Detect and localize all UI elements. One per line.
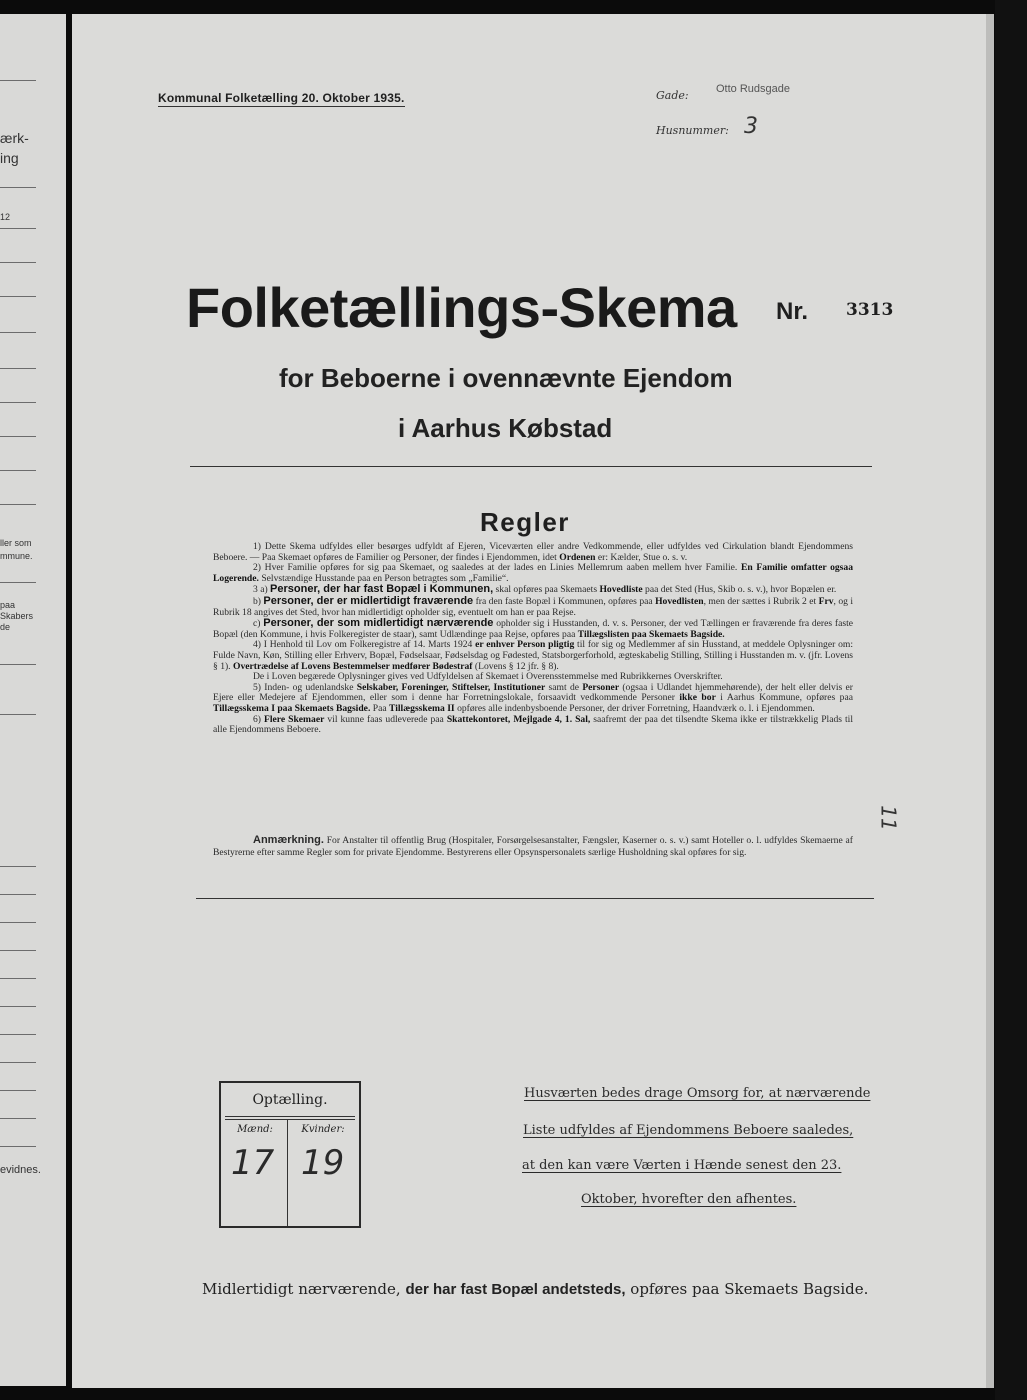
divider	[0, 1146, 36, 1147]
adjacent-page-strip	[0, 14, 66, 1386]
gade-label: Gade:	[656, 89, 689, 102]
divider	[0, 894, 36, 895]
rule-4: 4) I Henhold til Lov om Folkeregistre af 14. Marts 1924 er enhver Person pligtig til for sig og Medlemmer af sin Husstand, at meddele Oplysninger om: Fulde Navn, Køn, Stilling eller Erhverv, Bopæl, Fødselsaar, Fødselsdag og Fødested, Statsborgerforhold, ægteskabelig Stilling, Stilling i Husstanden m. v. (jfr. Lovens § 1). Overtrædelse af Lovens Bestemmelser medfører Bødestraf (Lovens § 12 jfr. § 8).	[213, 639, 853, 672]
margin-fragment: ller som	[0, 538, 32, 548]
divider	[196, 898, 874, 899]
rules-heading: Regler	[480, 507, 570, 537]
margin-fragment: mmune.	[0, 551, 33, 561]
divider	[190, 466, 872, 467]
divider	[0, 582, 36, 583]
divider	[0, 436, 36, 437]
divider	[0, 1062, 36, 1063]
divider	[0, 866, 36, 867]
rule-3b: b) Personer, der er midlertidigt fraværende fra den faste Bopæl i Kommunen, opføres paa Hovedlisten, men der sættes i Rubrik 2 et Frv, og i Rubrik 18 angives det Sted, hvor han midlertidigt opholder sig, eventuelt om han er paa Rejse.	[213, 594, 853, 618]
rule-2: 2) Hver Familie opføres for sig paa Skemaet, og saaledes at der lades en Linies Mellemrum aaben mellem hver Familie. En Familie omfatter ogsaa Logerende. Selvstændige Husstande paa en Person betragtes som „Familie“.	[213, 562, 853, 584]
margin-fragment: 12	[0, 212, 11, 222]
rule-6: 6) Flere Skemaer vil kunne faas udleverede paa Skattekontoret, Mejlgade 4, 1. Sal, saafremt der paa det tilsendte Skema ikke er tilstrækkelig Plads til alle Ejendommens Beboere.	[213, 713, 853, 736]
rule-3a: 3 a) Personer, der har fast Bopæl i Kommunen, skal opføres paa Skemaets Hovedliste paa det Sted (Hus, Skib o. s. v.), hvor Bopælen er.	[253, 583, 837, 596]
divider	[0, 296, 36, 297]
women-label: Kvinder:	[301, 1124, 345, 1135]
margin-fragment: paa	[0, 600, 16, 610]
margin-fragment: Skabers	[0, 611, 34, 621]
divider	[0, 1006, 36, 1007]
form-title: Folketællings-Skema	[186, 276, 737, 339]
remark-label: Anmærkning.	[253, 834, 324, 846]
divider	[0, 978, 36, 979]
count-title: Optælling.	[252, 1092, 328, 1108]
divider	[0, 187, 36, 188]
margin-fragment: evidnes.	[0, 1164, 41, 1176]
footer-note: Midlertidigt nærværende, der har fast Bopæl andetsteds, opføres paa Skemaets Bagside.	[202, 1280, 869, 1298]
rule-5: 5) Inden- og udenlandske Selskaber, Foreninger, Stiftelser, Institutioner samt de Personer (ogsaa i Udlandet hjemmehørende), der helt eller delvis er Ejere eller Medejere af Ejendommen, eller som i denne har Forretningslokale, forsaavidt vedkommende Personer ikke bor i Aarhus Kommune, opføres paa Tillægsskema I paa Skemaets Bagside. Paa Tillægsskema II opføres alle indenbysboende Personer, der driver Forretning, Haandværk o. l. i Ejendommen.	[213, 681, 853, 714]
divider	[0, 922, 36, 923]
husnummer-value: 3	[744, 114, 758, 139]
divider	[0, 1090, 36, 1091]
women-count: 19	[301, 1143, 345, 1183]
margin-fragment: ing	[0, 150, 19, 166]
margin-note: 11	[876, 805, 901, 831]
rule-4-note: De i Loven begærede Oplysninger gives ved Udfyldelsen af Skemaet i Overensstemmelse med Rubrikkernes Overskrifter.	[253, 671, 723, 683]
notice-line: Oktober, hvorefter den afhentes.	[581, 1192, 797, 1207]
divider	[0, 402, 36, 403]
rule-1: 1) Dette Skema udfyldes eller besørges udfyldt af Ejeren, Viceværten eller andre Vedkommende, eller udfyldes ved Cirkulation blandt Ejendommens Beboere. — Paa Skemaet opføres de Familier og Personer, der findes i Ejendommen, idet Ordenen er: Kælder, Stue o. s. v.	[213, 541, 853, 563]
census-header: Kommunal Folketælling 20. Oktober 1935.	[158, 91, 405, 105]
divider	[225, 1116, 355, 1117]
divider	[287, 1119, 288, 1226]
book-binding	[995, 0, 1027, 1400]
count-box	[219, 1081, 361, 1228]
divider	[0, 1034, 36, 1035]
notice-line: at den kan være Værten i Hænde senest den 23.	[522, 1158, 842, 1173]
margin-fragment: de	[0, 622, 11, 632]
husnummer-label: Husnummer:	[656, 124, 729, 137]
margin-fragment: ærk-	[0, 130, 29, 146]
divider	[0, 950, 36, 951]
form-number-label: Nr.	[776, 298, 809, 325]
men-count: 17	[231, 1143, 275, 1183]
rules-text	[213, 542, 853, 736]
divider	[0, 80, 36, 81]
gade-value: Otto Rudsgade	[716, 83, 790, 95]
men-label: Mænd:	[237, 1124, 273, 1135]
form-subtitle: for Beboerne i ovennævnte Ejendom	[279, 363, 733, 393]
divider	[0, 368, 36, 369]
remark-text: Anmærkning. For Anstalter til offentlig Brug (Hospitaler, Forsørgelsesanstalter, Fængsler, Kaserner o. s. v.) samt Hoteller o. l. udfyldes Skemaerne af Bestyrerne efter samme Regler som for private Ejendomme. Bestyrerens eller Opsynspersonalets særlige Husholdning skal opføres for sig.	[213, 834, 853, 858]
page-edge	[986, 14, 994, 1388]
form-location: i Aarhus Købstad	[398, 413, 613, 443]
divider	[0, 228, 36, 229]
divider	[0, 504, 36, 505]
notice-line: Husværten bedes drage Omsorg for, at nærværende	[524, 1086, 871, 1101]
form-number: 3313	[846, 300, 894, 320]
divider	[0, 470, 36, 471]
divider	[0, 332, 36, 333]
rule-3c: c) Personer, der som midlertidigt nærværende opholder sig i Husstanden, d. v. s. Personer, der ved Tællingen er fraværende fra deres faste Bopæl (den Kommune, i hvis Folkeregister de staar), samt Udlændinge paa Rejse, opføres paa Tillægslisten paa Skemaets Bagside.	[213, 617, 854, 640]
divider	[0, 262, 36, 263]
divider	[0, 664, 36, 665]
notice-line: Liste udfyldes af Ejendommens Beboere saaledes,	[523, 1123, 854, 1138]
divider	[225, 1119, 355, 1120]
divider	[0, 1118, 36, 1119]
divider	[0, 714, 36, 715]
